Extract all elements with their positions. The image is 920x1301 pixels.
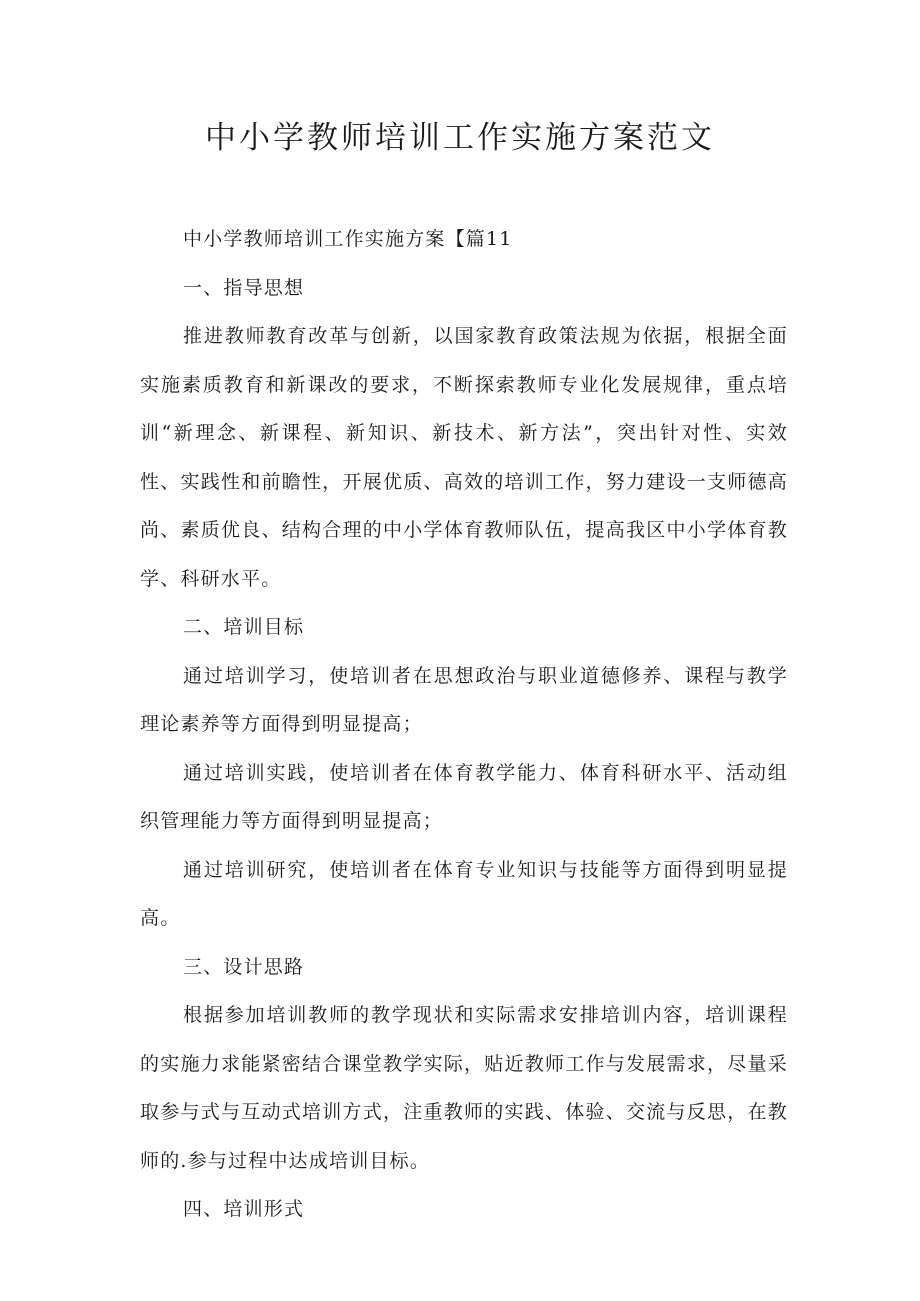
section-heading-training-format: 四、培训形式: [183, 1198, 305, 1220]
paragraph-goal-research: 通过培训研究，使培训者在体育专业知识与技能等方面得到明显提高。: [140, 858, 788, 929]
paragraph-guiding-ideology: 推进教师教育改革与创新，以国家教育政策法规为依据，根据全面实施素质教育和新课改的要求，不断探索教师专业化发展规律，重点培训“新理念、新课程、新知识、新技术、新方法”，突出针对性、实效性、实践性和前瞻性，开展优质、高效的培训工作，努力建设一支师德高尚、素质优良、结构合理的中小学体育教师队伍，提高我区中小学体育教学、科研水平。: [140, 325, 788, 590]
paragraph-design-approach: 根据参加培训教师的教学现状和实际需求安排培训内容，培训课程的实施力求能紧密结合课堂教学实际，贴近教师工作与发展需求，尽量采取参与式与互动式培训方式，注重教师的实践、体验、交流与反思，在教师的.参与过程中达成培训目标。: [140, 1004, 788, 1172]
section-heading-design-approach: 三、设计思路: [183, 955, 305, 978]
document-subtitle: 中小学教师培训工作实施方案【篇11: [183, 228, 513, 250]
paragraph-goal-learning: 通过培训学习，使培训者在思想政治与职业道德修养、课程与教学理论素养等方面得到明显提高；: [140, 664, 788, 735]
section-heading-training-goals: 二、培训目标: [183, 616, 305, 638]
document-body: [140, 215, 788, 1234]
section-heading-guiding-ideology: 一、指导思想: [183, 276, 305, 299]
document-title: 中小学教师培训工作实施方案范文: [205, 120, 715, 156]
paragraph-goal-practice: 通过培训实践，使培训者在体育教学能力、体育科研水平、活动组织管理能力等方面得到明显提高；: [140, 761, 788, 832]
